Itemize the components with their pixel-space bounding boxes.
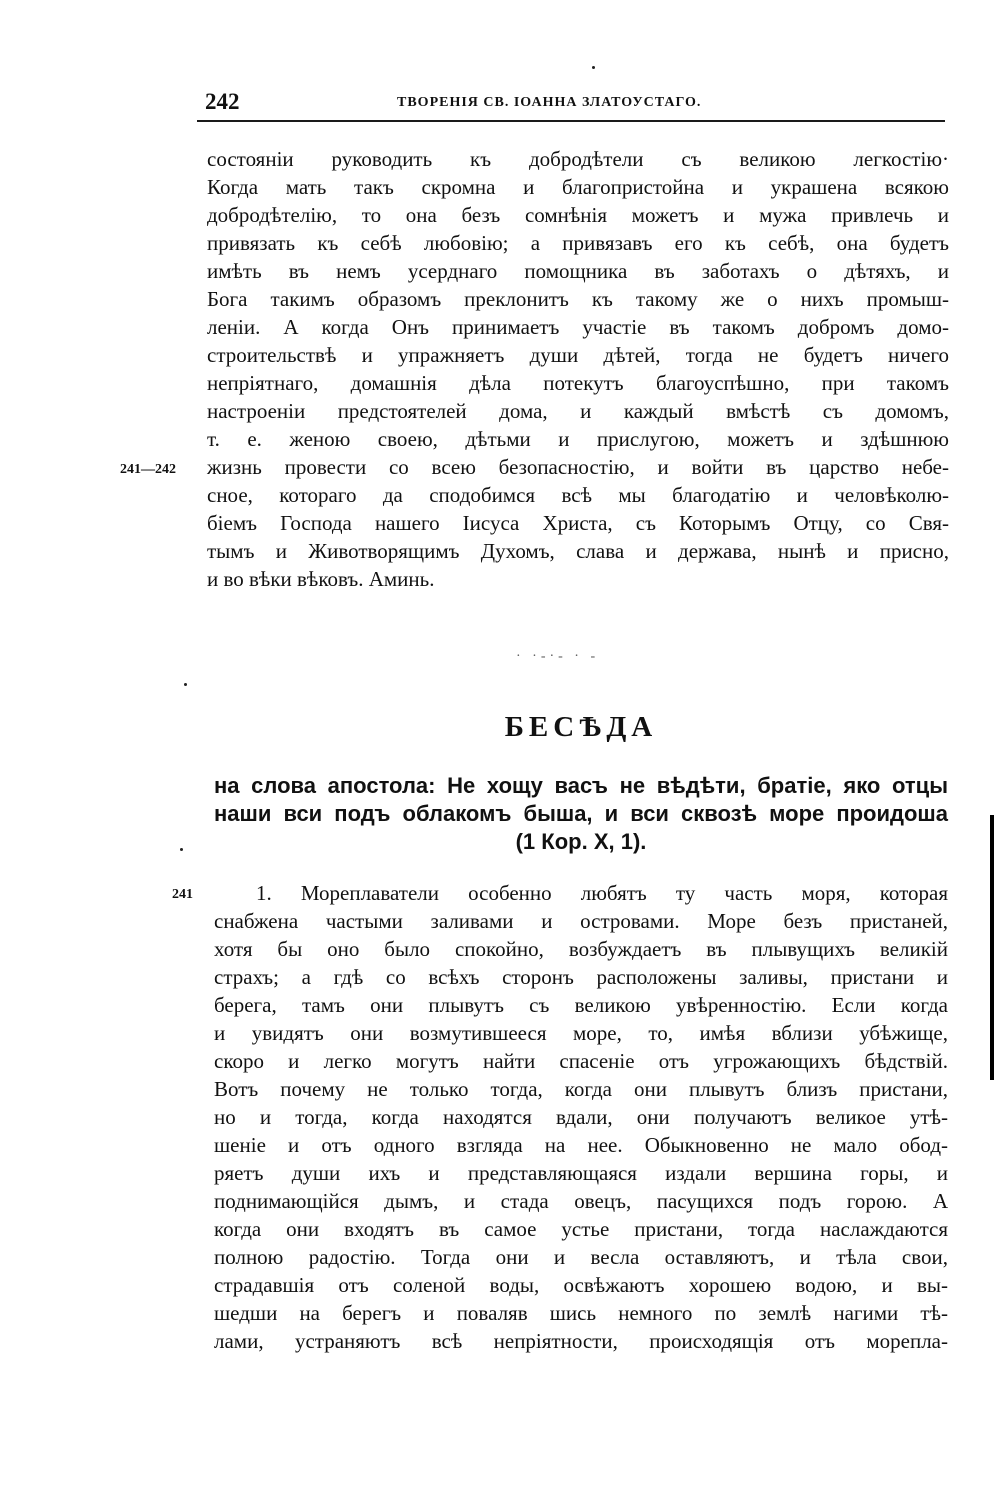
header-rule <box>197 120 945 122</box>
text-line: Когда мать такъ скромна и благопристойна и украшена всякою <box>207 175 949 199</box>
page-number: 242 <box>205 89 240 114</box>
text-line: и увидятъ они возмутившееся море, то, имѣя вблизи убѣжище, <box>214 1021 948 1045</box>
scan-speck <box>592 66 595 69</box>
sermon-heading: БЕСѢДА <box>504 711 658 743</box>
text-line: добродѣтелію, то она безъ сомнѣнія можетъ и мужа привлечь и <box>207 203 949 227</box>
text-line: тымъ и Животворящимъ Духомъ, слава и держава, нынѣ и присно, <box>207 539 949 563</box>
text-line: біемъ Господа нашего Іисуса Христа, съ Которымъ Отцу, со Свя- <box>207 511 949 535</box>
running-head: ТВОРЕНІЯ СВ. ІОАННА ЗЛАТОУСТАГО. <box>397 95 702 110</box>
scan-speck <box>180 848 183 851</box>
text-line: но и тогда, когда находятся вдали, они получаютъ великое утѣ- <box>214 1105 948 1129</box>
text-line: поднимающійся дымъ, и стада овецъ, пасущихся подъ горою. А <box>214 1189 948 1213</box>
text-line: сное, котораго да сподобимся всѣ мы благодатію и человѣколю- <box>207 483 949 507</box>
text-line: имѣть въ немъ усерднаго помощника въ заботахъ о дѣтяхъ, и <box>207 259 949 283</box>
text-line: Вотъ почему не только тогда, когда они плывутъ близъ пристани, <box>214 1077 948 1101</box>
scan-speck <box>184 683 187 686</box>
text-line: состояніи руководить къ добродѣтели съ великою легкостію· <box>207 147 949 171</box>
text-line: страдавшія отъ соленой воды, освѣжаютъ хорошею водою, и вы- <box>214 1273 948 1297</box>
text-line: когда они входятъ въ самое устье пристани, тогда наслаждаются <box>214 1217 948 1241</box>
text-line: шеніе и отъ одного взгляда на нее. Обыкновенно не мало обод- <box>214 1133 948 1157</box>
scan-edge-mark <box>990 815 994 1080</box>
text-line: хотя бы оно было спокойно, возбуждаетъ въ плывущихъ великій <box>214 937 948 961</box>
sermon-subtitle-line: (1 Кор. X, 1). <box>515 829 647 854</box>
text-line: 1. Мореплаватели особенно любятъ ту часть моря, которая <box>256 881 948 905</box>
margin-reference: 241—242 <box>120 462 176 477</box>
sermon-subtitle-line: наши вси подъ облакомъ быша, и вси сквозѣ море проидоша <box>214 801 948 826</box>
text-line: строительствѣ и упражняетъ души дѣтей, тогда не будетъ ничего <box>207 343 949 367</box>
text-line: полною радостію. Тогда они и весла оставляютъ, и тѣла свои, <box>214 1245 948 1269</box>
text-line: снабжена частыми заливами и островами. Море безъ пристаней, <box>214 909 948 933</box>
text-line: лами, устраняютъ всѣ непріятности, происходящія отъ морепла- <box>214 1329 948 1353</box>
text-line: т. е. женою своею, дѣтьми и прислугою, можетъ и здѣшнюю <box>207 427 949 451</box>
margin-reference: 241 <box>172 887 193 902</box>
text-line: настроеніи предстоятелей дома, и каждый вмѣстѣ съ домомъ, <box>207 399 949 423</box>
text-line: ряетъ души ихъ и представляющаяся издали вершина горы, и <box>214 1161 948 1185</box>
text-line: скоро и легко могутъ найти спасеніе отъ угрожающихъ бѣдствій. <box>214 1049 948 1073</box>
section-ornament: · ·-·- · - <box>516 649 600 664</box>
text-line: берега, тамъ они плывутъ съ великою увѣренностію. Если когда <box>214 993 948 1017</box>
text-line: Бога такимъ образомъ преклонитъ къ такому же о нихъ промыш- <box>207 287 949 311</box>
page-header <box>197 88 945 120</box>
text-line: привязать къ себѣ любовію; а привязавъ его къ себѣ, она будетъ <box>207 231 949 255</box>
text-line: страхъ; а гдѣ со всѣхъ сторонъ расположены заливы, пристани и <box>214 965 948 989</box>
sermon-subtitle-line: на слова апостола: Не хощу васъ не вѣдѣти, братіе, яко отцы <box>214 773 948 798</box>
text-line: жизнь провести со всею безопасностію, и войти въ царство небе- <box>207 455 949 479</box>
text-line: и во вѣки вѣковъ. Аминь. <box>207 567 435 591</box>
text-line: шедши на берегъ и поваляв шись немного по землѣ нагими тѣ- <box>214 1301 948 1325</box>
text-line: непріятнаго, домашнія дѣла потекутъ благоуспѣшно, при такомъ <box>207 371 949 395</box>
text-line: леніи. А когда Онъ принимаетъ участіе въ такомъ добромъ домо- <box>207 315 949 339</box>
